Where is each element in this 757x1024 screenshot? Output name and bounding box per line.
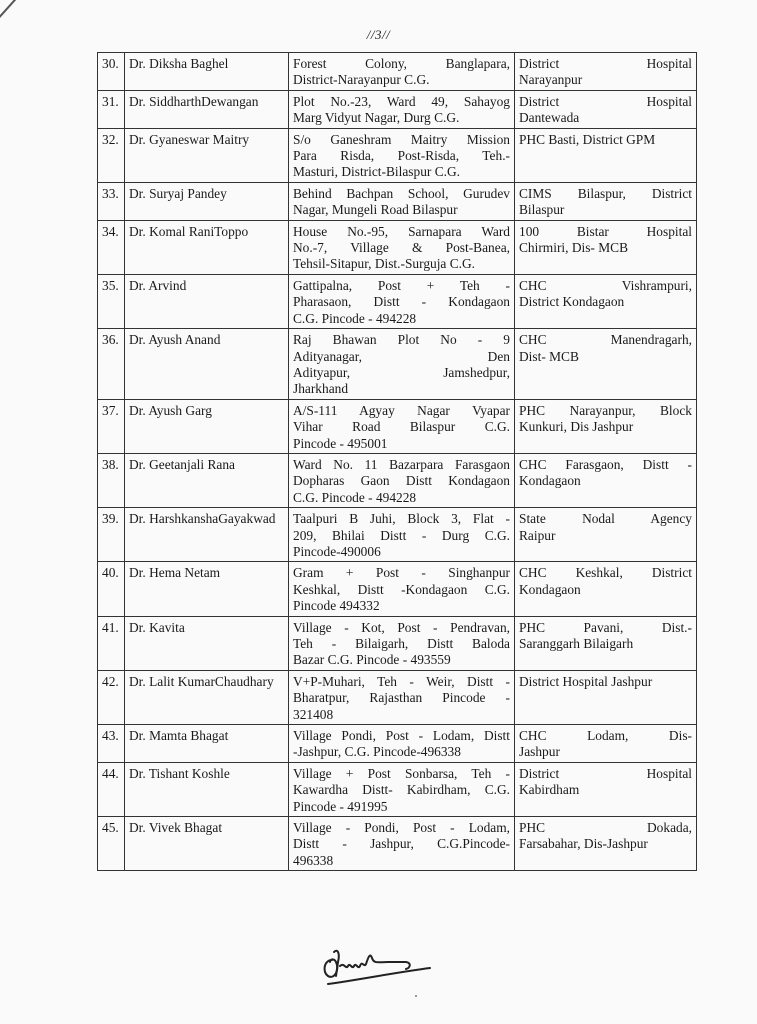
posting-place-cell — [515, 329, 697, 400]
address-cell-line: Raj Bhawan Plot No - 9 — [293, 332, 510, 348]
address-cell-line: Bazar C.G. Pincode - 493559 — [293, 652, 451, 668]
address-cell-line: C.G. Pincode - 494228 — [293, 489, 417, 505]
address-cell — [289, 508, 515, 562]
address-cell-line: District-Narayanpur C.G. — [293, 72, 430, 88]
posting-place-cell-line: District Hospital — [519, 56, 692, 71]
posting-place-cell — [515, 90, 697, 128]
doctor-name-cell — [125, 220, 289, 274]
serial-number-cell: 38. — [98, 453, 125, 507]
doctor-name-cell-line: Dr. Komal Rani — [129, 223, 215, 239]
doctor-name-cell-line: Dr. Harshkansha — [129, 511, 219, 527]
address-cell — [289, 725, 515, 763]
doctor-name-cell-line: Dr. Arvind — [129, 277, 187, 293]
posting-place-cell-line: Kunkuri, Dis Jashpur — [519, 419, 634, 435]
address-cell-line: 321408 — [293, 706, 334, 722]
posting-place-cell-line: PHC Dokada, — [519, 820, 692, 836]
address-cell-line: Adityapur, Jamshedpur, — [293, 364, 510, 380]
posting-place-cell-line: District Hospital Jashpur — [519, 673, 653, 689]
address-cell-line: Jharkhand — [293, 381, 349, 397]
address-cell — [289, 817, 515, 871]
table-row — [98, 329, 697, 400]
table-row — [98, 453, 697, 507]
doctor-name-cell-line: Dr. Diksha Baghel — [129, 56, 229, 71]
serial-number-cell: 44. — [98, 762, 125, 816]
doctor-name-cell-line: Dr. Hema Netam — [129, 565, 221, 581]
posting-place-cell-line: District Hospital — [519, 765, 692, 781]
address-cell-line: Village - Kot, Post - Pendravan, — [293, 619, 510, 635]
posting-place-cell — [515, 817, 697, 871]
doctor-name-cell-line: Chaudhary — [214, 673, 274, 689]
posting-place-cell-line: Dist- MCB — [519, 348, 579, 364]
posting-place-cell-line: District Hospital — [519, 93, 692, 109]
address-cell-line: A/S-111 Agyay Nagar Vyapar — [293, 402, 510, 418]
address-cell-line: Taalpuri B Juhi, Block 3, Flat - — [293, 511, 510, 527]
address-cell-line: 209, Bhilai Distt - Durg C.G. — [293, 527, 510, 543]
posting-place-cell — [515, 670, 697, 724]
serial-number-cell: 31. — [98, 90, 125, 128]
address-cell — [289, 220, 515, 274]
address-cell-line: Vihar Road Bilaspur C.G. — [293, 419, 510, 435]
doctor-name-cell — [125, 670, 289, 724]
doctor-name-cell-line: Dr. Gyaneswar Maitry — [129, 131, 250, 147]
address-cell — [289, 90, 515, 128]
doctor-name-cell-line: Dr. Kavita — [129, 619, 185, 635]
doctor-name-cell-line: Dr. Mamta Bhagat — [129, 728, 229, 744]
address-cell-line: Para Risda, Post-Risda, Teh.- — [293, 148, 510, 164]
serial-number-cell: 32. — [98, 128, 125, 182]
address-cell — [289, 453, 515, 507]
posting-place-cell — [515, 762, 697, 816]
posting-place-cell — [515, 616, 697, 670]
address-cell-line: No.-7, Village & Post-Banea, — [293, 240, 510, 256]
address-cell — [289, 274, 515, 328]
table-row — [98, 508, 697, 562]
doctor-name-cell-line: Dr. Vivek Bhagat — [129, 820, 223, 836]
address-cell-line: Village Pondi, Post - Lodam, Distt — [293, 728, 510, 744]
doctor-name-cell-line: Dr. Lalit Kumar — [129, 673, 215, 689]
address-cell-line: C.G. Pincode - 494228 — [293, 310, 417, 326]
address-cell-line: Pincode-490006 — [293, 543, 381, 559]
doctor-name-cell-line: Gayakwad — [218, 511, 276, 527]
address-cell-line: Pincode 494332 — [293, 598, 380, 614]
posting-place-cell-line: District Kondagaon — [519, 294, 625, 310]
doctor-name-cell — [125, 725, 289, 763]
doctor-name-cell — [125, 762, 289, 816]
address-cell-line: Pincode - 491995 — [293, 798, 388, 814]
posting-place-cell-line: Saranggarh Bilaigarh — [519, 636, 634, 651]
posting-place-cell-line: PHC Narayanpur, Block — [519, 402, 692, 418]
address-cell-line: Behind Bachpan School, Gurudev — [293, 185, 510, 201]
address-cell-line: Marg Vidyut Nagar, Durg C.G. — [293, 110, 460, 126]
address-cell — [289, 182, 515, 220]
table-row — [98, 399, 697, 453]
doctor-name-cell — [125, 329, 289, 400]
table-row — [98, 616, 697, 670]
serial-number-cell: 35. — [98, 274, 125, 328]
doctor-name-cell-line: Dr. Suryaj Pandey — [129, 185, 227, 201]
address-cell-line: V+P-Muhari, Teh - Weir, Distt - — [293, 673, 510, 689]
serial-number-cell: 40. — [98, 562, 125, 616]
posting-place-cell-line: Kondagaon — [519, 473, 581, 489]
address-cell-line: House No.-95, Sarnapara Ward — [293, 223, 510, 239]
address-cell-line: Pharasaon, Distt - Kondagaon — [293, 294, 510, 310]
address-cell — [289, 670, 515, 724]
doctor-name-cell-line: Dr. Geetanjali Rana — [129, 456, 235, 472]
doctor-name-cell — [125, 508, 289, 562]
address-cell-line: Masturi, District-Bilaspur C.G. — [293, 164, 460, 180]
address-cell — [289, 128, 515, 182]
address-cell — [289, 329, 515, 400]
table-row — [98, 53, 697, 91]
address-cell-line: Forest Colony, Banglapara, — [293, 56, 510, 71]
address-cell-line: Nagar, Mungeli Road Bilaspur — [293, 202, 458, 218]
posting-place-cell-line: Kabirdham — [519, 782, 580, 798]
posting-place-cell — [515, 508, 697, 562]
posting-place-cell-line: Jashpur — [519, 744, 560, 760]
address-cell — [289, 562, 515, 616]
serial-number-cell: 42. — [98, 670, 125, 724]
table-row — [98, 182, 697, 220]
doctor-name-cell-line: Dr. Siddharth — [129, 93, 202, 109]
address-cell-line: Pincode - 495001 — [293, 435, 388, 451]
posting-place-cell — [515, 399, 697, 453]
address-cell-line: Kawardha Distt- Kabirdham, C.G. — [293, 782, 510, 798]
table-row — [98, 562, 697, 616]
table-row — [98, 220, 697, 274]
serial-number-cell: 33. — [98, 182, 125, 220]
table-row — [98, 817, 697, 871]
posting-place-cell — [515, 182, 697, 220]
posting-place-cell-line: Dantewada — [519, 110, 580, 126]
serial-number-cell: 34. — [98, 220, 125, 274]
table-row — [98, 762, 697, 816]
doctor-name-cell — [125, 453, 289, 507]
address-cell — [289, 399, 515, 453]
posting-place-cell-line: State Nodal Agency — [519, 511, 692, 527]
address-cell-line: Bharatpur, Rajasthan Pincode - — [293, 690, 510, 706]
doctor-posting-table — [97, 52, 697, 871]
posting-place-cell — [515, 128, 697, 182]
posting-place-cell — [515, 562, 697, 616]
serial-number-cell: 39. — [98, 508, 125, 562]
address-cell-line: Teh - Bilaigarh, Distt Baloda — [293, 636, 510, 651]
doctor-name-cell — [125, 274, 289, 328]
doctor-name-cell-line: Dr. Tishant Koshle — [129, 765, 230, 781]
table-row — [98, 274, 697, 328]
serial-number-cell: 45. — [98, 817, 125, 871]
posting-place-cell-line: CHC Manendragarh, — [519, 332, 692, 348]
address-cell-line: -Jashpur, C.G. Pincode-496338 — [293, 744, 461, 760]
address-cell — [289, 53, 515, 91]
address-cell-line: Tehsil-Sitapur, Dist.-Surguja C.G. — [293, 256, 476, 272]
address-cell-line: Dopharas Gaon Distt Kondagaon — [293, 473, 510, 489]
posting-place-cell-line: Kondagaon — [519, 581, 581, 597]
posting-place-cell-line: Farsabahar, Dis-Jashpur — [519, 836, 648, 852]
address-cell-line: Plot No.-23, Ward 49, Sahayog — [293, 93, 510, 109]
doctor-name-cell — [125, 128, 289, 182]
doctor-name-cell — [125, 817, 289, 871]
doctor-name-cell-line: Dr. Ayush Garg — [129, 402, 212, 418]
posting-place-cell-line: Narayanpur — [519, 72, 583, 88]
posting-place-cell-line: CHC Keshkal, District — [519, 565, 692, 581]
doctor-name-cell — [125, 562, 289, 616]
doctor-name-cell — [125, 616, 289, 670]
posting-place-cell-line: CHC Lodam, Dis- — [519, 728, 692, 744]
table-row — [98, 128, 697, 182]
signature — [318, 942, 438, 988]
address-cell-line: Adityanagar, Den — [293, 348, 510, 364]
posting-place-cell-line: Raipur — [519, 527, 556, 543]
page-number: //3// — [366, 27, 391, 42]
posting-place-cell-line: PHC Basti, District GPM — [519, 131, 656, 147]
posting-place-cell — [515, 274, 697, 328]
posting-place-cell — [515, 220, 697, 274]
serial-number-cell: 36. — [98, 329, 125, 400]
address-cell-line: S/o Ganeshram Maitry Mission — [293, 131, 510, 147]
address-cell-line: Ward No. 11 Bazarpara Farasgaon — [293, 456, 510, 472]
posting-place-cell — [515, 725, 697, 763]
address-cell — [289, 762, 515, 816]
address-cell-line: Keshkal, Distt -Kondagaon C.G. — [293, 581, 510, 597]
posting-place-cell-line: 100 Bistar Hospital — [519, 223, 692, 239]
posting-place-cell — [515, 53, 697, 91]
serial-number-cell: 37. — [98, 399, 125, 453]
doctor-name-cell — [125, 399, 289, 453]
posting-place-cell — [515, 453, 697, 507]
address-cell-line: Distt - Jashpur, C.G.Pincode- — [293, 836, 510, 852]
address-cell-line: Village + Post Sonbarsa, Teh - — [293, 765, 510, 781]
address-cell — [289, 616, 515, 670]
serial-number-cell: 43. — [98, 725, 125, 763]
posting-place-cell-line: Chirmiri, Dis- MCB — [519, 240, 628, 256]
doctor-name-cell — [125, 53, 289, 91]
doctor-name-cell-line: Toppo — [214, 223, 249, 239]
address-cell-line: Gattipalna, Post + Teh - — [293, 277, 510, 293]
table-row — [98, 725, 697, 763]
table-row — [98, 90, 697, 128]
posting-place-cell-line: CHC Vishrampuri, — [519, 277, 692, 293]
posting-place-cell-line: CHC Farasgaon, Distt - — [519, 456, 692, 472]
posting-place-cell-line: Bilaspur — [519, 202, 565, 218]
serial-number-cell: 30. — [98, 53, 125, 91]
doctor-name-cell — [125, 182, 289, 220]
address-cell-line: Gram + Post - Singhanpur — [293, 565, 510, 581]
table-body — [98, 53, 697, 871]
stray-dot — [415, 995, 417, 997]
posting-place-cell-line: CIMS Bilaspur, District — [519, 185, 692, 201]
table-row — [98, 670, 697, 724]
serial-number-cell: 41. — [98, 616, 125, 670]
posting-place-cell-line: PHC Pavani, Dist.- — [519, 619, 692, 635]
address-cell-line: 496338 — [293, 852, 334, 868]
doctor-name-cell-line: Dr. Ayush Anand — [129, 332, 221, 348]
corner-fold-mark — [0, 0, 36, 23]
address-cell-line: Village - Pondi, Post - Lodam, — [293, 820, 510, 836]
doctor-name-cell — [125, 90, 289, 128]
doctor-name-cell-line: Dewangan — [201, 93, 259, 109]
